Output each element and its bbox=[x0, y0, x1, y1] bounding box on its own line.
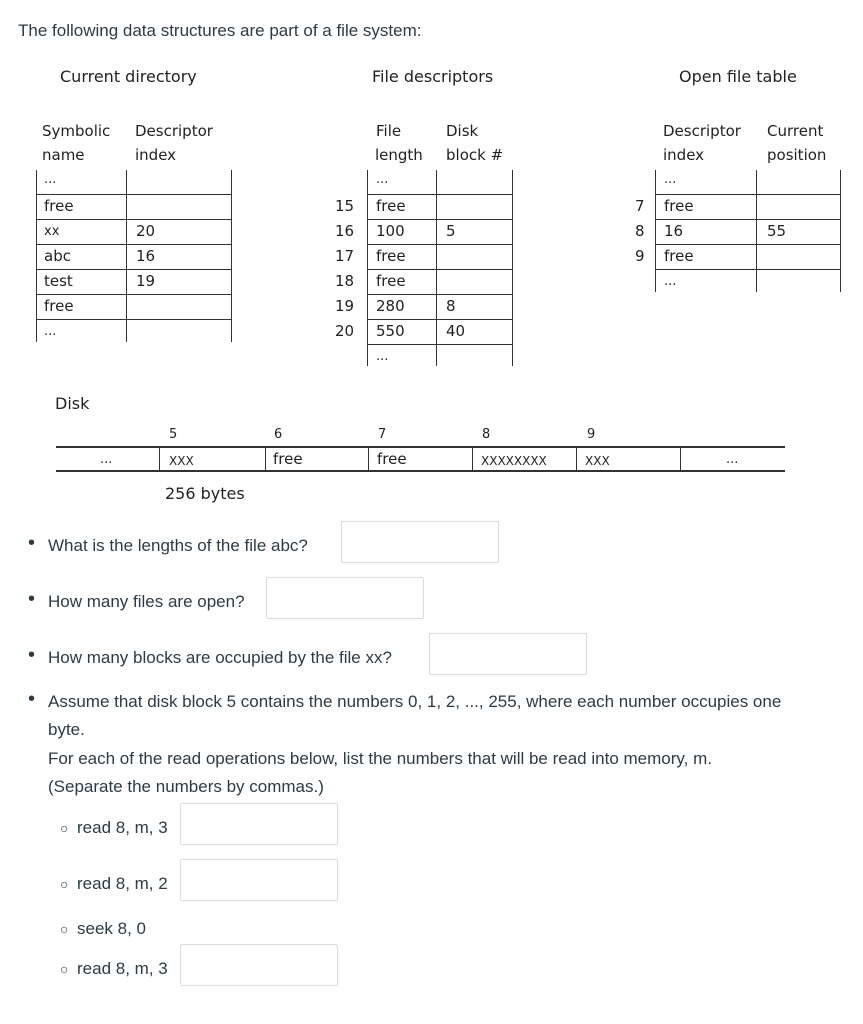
answer-read-2-input[interactable] bbox=[180, 859, 338, 901]
dir-row-name: free bbox=[44, 297, 74, 315]
fd-row-length: 100 bbox=[376, 222, 405, 240]
question-read-ops-line1: Assume that disk block 5 contains the numbers 0, 1, 2, ..., 255, where each number occupies one bbox=[48, 692, 782, 711]
oft-bottom-ellipsis: ... bbox=[664, 274, 677, 289]
dir-row-name: test bbox=[44, 272, 73, 290]
fd-col-block-line1: Disk bbox=[446, 122, 479, 140]
oft-col-position-line2: position bbox=[767, 146, 827, 164]
fd-top-ellipsis: ... bbox=[376, 172, 389, 187]
disk-block-number: 9 bbox=[587, 427, 596, 442]
operation-label: read 8, m, 2 bbox=[77, 874, 168, 893]
oft-col-index-line2: index bbox=[663, 146, 705, 164]
fd-col-block-line2: block # bbox=[446, 146, 504, 164]
fd-row-length: 550 bbox=[376, 322, 405, 340]
fd-bottom-ellipsis: ... bbox=[376, 349, 389, 364]
oft-row-index: free bbox=[664, 247, 694, 265]
disk-cell: XXX bbox=[169, 454, 194, 468]
fd-row-number: 19 bbox=[335, 297, 355, 315]
question-xx-blocks: How many blocks are occupied by the file xx? bbox=[48, 648, 392, 667]
fd-row-block: 5 bbox=[446, 222, 456, 240]
oft-col-index-line1: Descriptor bbox=[663, 122, 741, 140]
intro-text: The following data structures are part of a file system: bbox=[18, 21, 422, 40]
question-abc-length: What is the lengths of the file abc? bbox=[48, 536, 308, 555]
dir-bottom-ellipsis: ... bbox=[44, 324, 57, 339]
fd-row-number: 20 bbox=[335, 322, 355, 340]
fd-row-number: 17 bbox=[335, 247, 355, 265]
oft-row-number: 9 bbox=[635, 247, 645, 265]
dir-col-name-line1: Symbolic bbox=[42, 122, 111, 140]
question-read-ops-line2: byte. bbox=[48, 720, 85, 739]
disk-cell: ... bbox=[100, 452, 113, 467]
dir-col-index-line1: Descriptor bbox=[135, 122, 213, 140]
disk-block-number: 5 bbox=[169, 427, 178, 442]
fd-row-length: free bbox=[376, 247, 406, 265]
dir-row-index: 20 bbox=[136, 222, 156, 240]
disk-cell: free bbox=[273, 450, 303, 468]
answer-abc-length-input[interactable] bbox=[341, 521, 499, 563]
disk-cell: XXXXXXXX bbox=[481, 454, 547, 468]
fd-row-block: 40 bbox=[446, 322, 466, 340]
oft-row-number: 7 bbox=[635, 197, 645, 215]
question-open-files: How many files are open? bbox=[48, 592, 245, 611]
answer-xx-blocks-input[interactable] bbox=[429, 633, 587, 675]
answer-read-3-input[interactable] bbox=[180, 944, 338, 986]
dir-col-name-line2: name bbox=[42, 146, 85, 164]
dir-row-index: 16 bbox=[136, 247, 156, 265]
fd-row-number: 15 bbox=[335, 197, 355, 215]
fd-row-number: 18 bbox=[335, 272, 355, 290]
fd-row-length: free bbox=[376, 197, 406, 215]
oft-row-position: 55 bbox=[767, 222, 787, 240]
fd-row-length: 280 bbox=[376, 297, 405, 315]
disk-block-number: 7 bbox=[378, 427, 387, 442]
dir-row-name: xx bbox=[44, 224, 60, 239]
fd-col-length-line1: File bbox=[376, 122, 402, 140]
heading-open-file-table: Open file table bbox=[679, 67, 797, 86]
disk-label: Disk bbox=[55, 394, 90, 413]
heading-current-directory: Current directory bbox=[60, 67, 197, 86]
answer-read-1-input[interactable] bbox=[180, 803, 338, 845]
oft-row-index: 16 bbox=[664, 222, 684, 240]
oft-col-position-line1: Current bbox=[767, 122, 824, 140]
operation-label: seek 8, 0 bbox=[77, 919, 146, 938]
oft-row-number: 8 bbox=[635, 222, 645, 240]
operation-label: read 8, m, 3 bbox=[77, 818, 168, 837]
fd-row-length: free bbox=[376, 272, 406, 290]
dir-row-name: free bbox=[44, 197, 74, 215]
dir-top-ellipsis: ... bbox=[44, 172, 57, 187]
operation-label: read 8, m, 3 bbox=[77, 959, 168, 978]
fd-row-number: 16 bbox=[335, 222, 355, 240]
disk-block-number: 8 bbox=[482, 427, 491, 442]
disk-cell: ... bbox=[726, 452, 739, 467]
dir-col-index-line2: index bbox=[135, 146, 177, 164]
oft-top-ellipsis: ... bbox=[664, 172, 677, 187]
dir-row-index: 19 bbox=[136, 272, 156, 290]
dir-row-name: abc bbox=[44, 247, 71, 265]
disk-cell: free bbox=[377, 450, 407, 468]
disk-block-number: 6 bbox=[274, 427, 283, 442]
fd-row-block: 8 bbox=[446, 297, 456, 315]
disk-cell: XXX bbox=[585, 454, 610, 468]
question-read-ops-line4: (Separate the numbers by commas.) bbox=[48, 777, 324, 796]
disk-block-size: 256 bytes bbox=[165, 484, 245, 503]
oft-row-index: free bbox=[664, 197, 694, 215]
question-read-ops-line3: For each of the read operations below, list the numbers that will be read into memory, m. bbox=[48, 749, 712, 768]
fd-col-length-line2: length bbox=[375, 146, 423, 164]
heading-file-descriptors: File descriptors bbox=[372, 67, 494, 86]
answer-open-files-input[interactable] bbox=[266, 577, 424, 619]
